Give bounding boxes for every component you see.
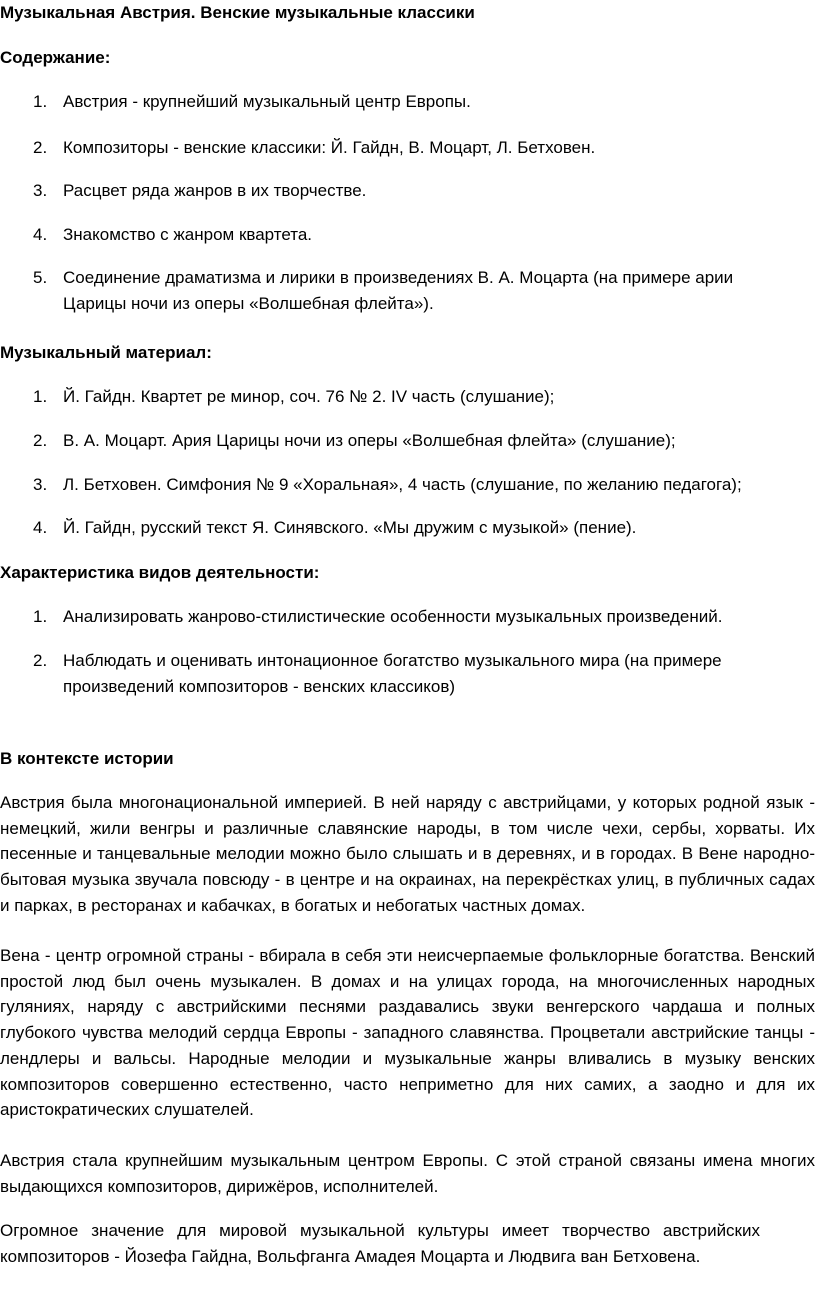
history-heading: В контексте истории: [0, 749, 174, 768]
list-number: 1.: [33, 607, 48, 626]
contents-heading: Содержание:: [0, 48, 111, 67]
history-paragraph-2: Вена - центр огромной страны - вбирала в себя эти неисчерпаемые фольклорные богатства. Венский простой люд был очень музыкален. В домах и на улицах города, на многочисленных народных гуляниях, наряду с австрийскими песнями раздавались звуки венгерского чардаша и полных глубокого чувства мелодий сердца Европы - западного славянства. Процветали австрийские танцы - лендлеры и вальсы. Народные мелодии и музыкальные жанры вливались в музыку венских композиторов совершенно естественно, часто неприметно для них самих, а заодно и для их аристократических слушателей.: [0, 946, 815, 1120]
list-item-text: Анализировать жанрово-стилистические особенности музыкальных произведений.: [63, 607, 723, 626]
list-item-text: Композиторы - венские классики: Й. Гайдн, В. Моцарт, Л. Бетховен.: [63, 138, 596, 157]
list-number: 1.: [33, 92, 48, 111]
list-number: 2.: [33, 651, 48, 670]
list-item-text: Л. Бетховен. Симфония № 9 «Хоральная», 4 часть (слушание, по желанию педагога);: [63, 475, 742, 494]
list-number: 5.: [33, 268, 48, 287]
list-item-text: Расцвет ряда жанров в их творчестве.: [63, 181, 367, 200]
list-item-text: В. А. Моцарт. Ария Царицы ночи из оперы «Волшебная флейта» (слушание);: [63, 431, 676, 450]
material-heading: Музыкальный материал:: [0, 343, 212, 362]
history-paragraph-4: Огромное значение для мировой музыкальной культуры имеет творчество австрийских композиторов - Йозефа Гайдна, Вольфганга Амадея Моцарта и Людвига ван Бетховена.: [0, 1221, 760, 1266]
activities-heading: Характеристика видов деятельности:: [0, 563, 320, 582]
list-number: 3.: [33, 475, 48, 494]
list-item-text: Знакомство с жанром квартета.: [63, 225, 313, 244]
list-number: 2.: [33, 431, 48, 450]
list-number: 4.: [33, 225, 48, 244]
list-number: 1.: [33, 387, 48, 406]
document-title: Музыкальная Австрия. Венские музыкальные классики: [0, 3, 475, 22]
list-item-text: Й. Гайдн. Квартет ре минор, соч. 76 № 2. IV часть (слушание);: [63, 387, 555, 406]
list-number: 4.: [33, 518, 48, 537]
list-item-text: Наблюдать и оценивать интонационное богатство музыкального мира (на примере произведений композиторов - венских классиков): [63, 651, 722, 696]
list-number: 2.: [33, 138, 48, 157]
list-item-text: Австрия - крупнейший музыкальный центр Европы.: [63, 92, 471, 111]
history-paragraph-3: Австрия стала крупнейшим музыкальным центром Европы. С этой страной связаны имена многих выдающихся композиторов, дирижёров, исполнителей.: [0, 1151, 815, 1196]
list-item-text: Й. Гайдн, русский текст Я. Синявского. «Мы дружим с музыкой» (пение).: [63, 518, 637, 537]
history-paragraph-1: Австрия была многонациональной империей. В ней наряду с австрийцами, у которых родной язык - немецкий, жили венгры и различные славянские народы, в том числе чехи, сербы, хорваты. Их песенные и танцевальные мелодии можно было слышать и в деревнях, и в городах. В Вене народно-бытовая музыка звучала повсюду - в центре и на окраинах, на перекрёстках улиц, в публичных садах и парках, в ресторанах и кабачках, в богатых и небогатых частных домах.: [0, 793, 815, 915]
list-item-text: Соединение драматизма и лирики в произведениях В. А. Моцарта (на примере арии Царицы ночи из оперы «Волшебная флейта»).: [63, 268, 734, 313]
list-number: 3.: [33, 181, 48, 200]
